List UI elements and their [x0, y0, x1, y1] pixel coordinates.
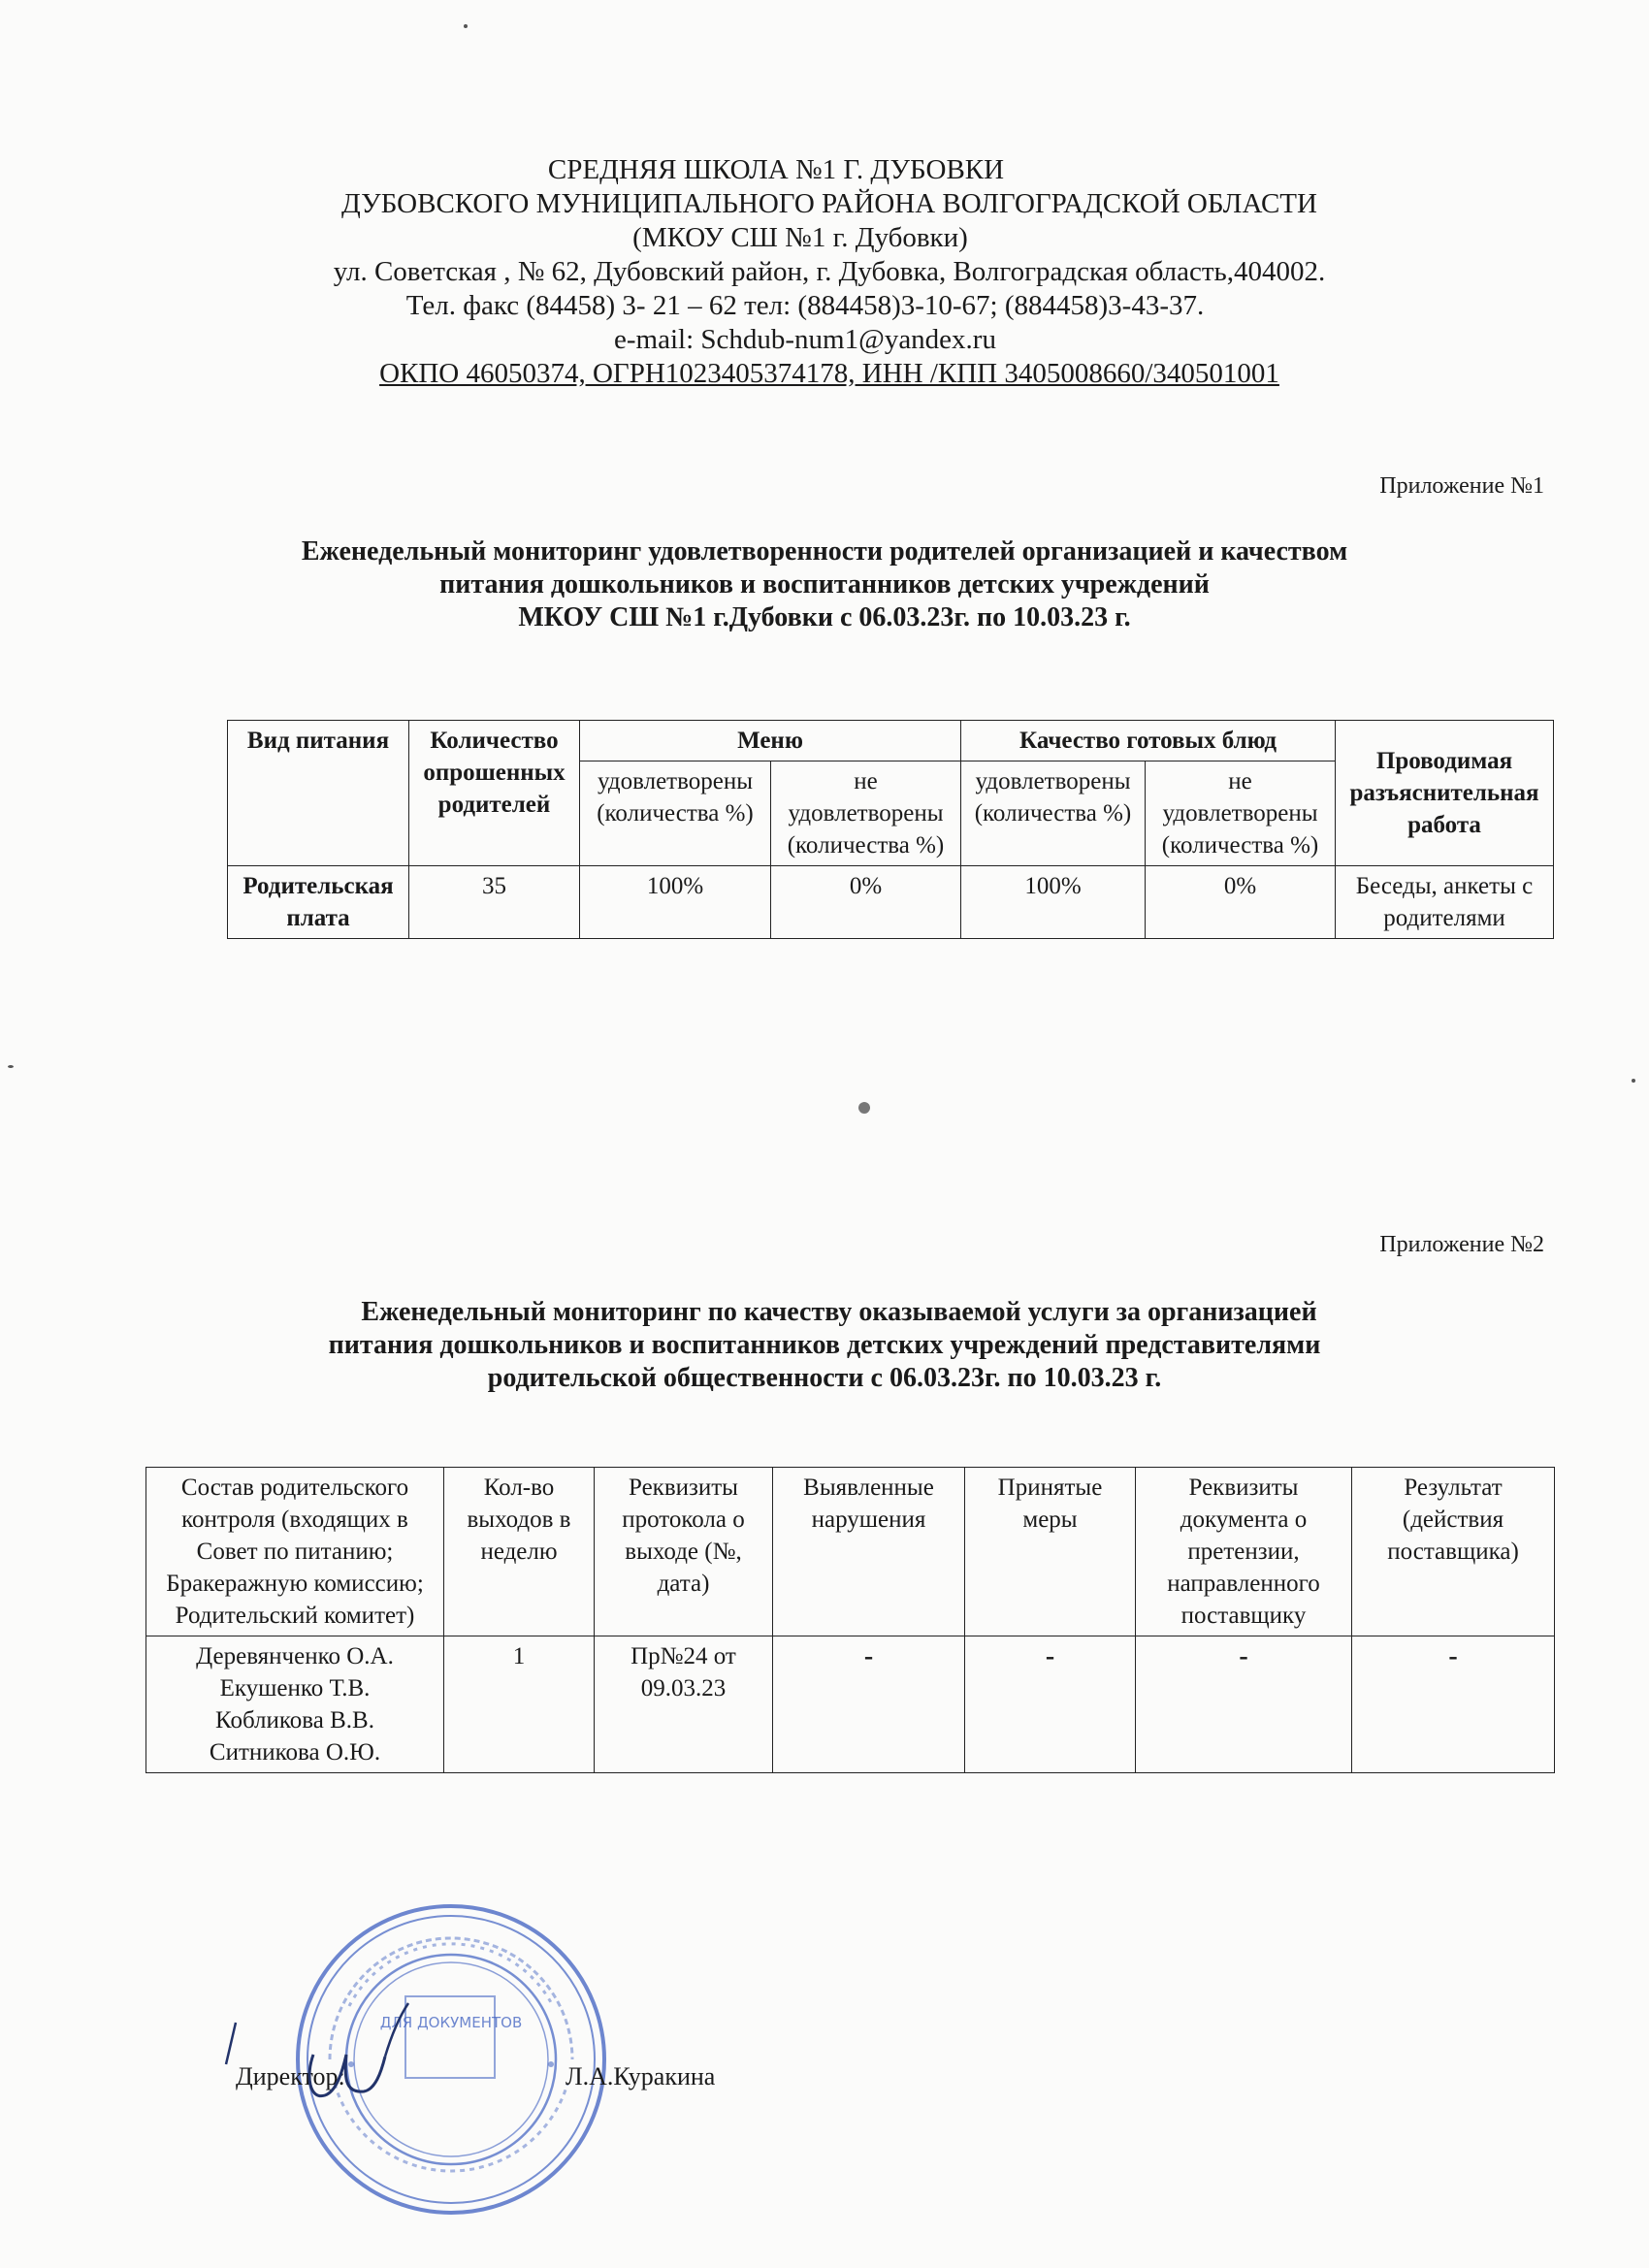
appendix2-title-line3: родительской общественности с 06.03.23г. по 10.03.23 г.	[487, 1363, 1162, 1393]
col-header-claim: Реквизиты документа о претензии, направленного поставщику	[1136, 1468, 1352, 1636]
col-header-quality: Качество готовых блюд	[961, 721, 1336, 761]
parent-control-table	[146, 1467, 1555, 1773]
col-header-measures: Принятые меры	[965, 1468, 1136, 1636]
member-name: Деревянченко О.А.	[196, 1643, 394, 1669]
handwritten-signature	[218, 1979, 412, 2124]
cell-visits: 1	[444, 1636, 595, 1773]
subheader-quality-unsatisfied: не удовлетворены (количества %)	[1146, 761, 1336, 866]
cell-count: 35	[409, 866, 580, 939]
cell-violations: -	[773, 1636, 965, 1773]
header-line-codes: ОКПО 46050374, ОГРН1023405374178, ИНН /КПП 3405008660/340501001	[379, 358, 1279, 389]
appendix2-title-line1: Еженедельный мониторинг по качеству оказываемой услуги за организацией	[361, 1297, 1317, 1327]
cell-measures: -	[965, 1636, 1136, 1773]
col-header-violations: Выявленные нарушения	[773, 1468, 965, 1636]
scan-speck	[858, 1102, 870, 1114]
header-line-district: ДУБОВСКОГО МУНИЦИПАЛЬНОГО РАЙОНА ВОЛГОГРАДСКОЙ ОБЛАСТИ	[341, 188, 1317, 219]
header-line-phones: Тел. факс (84458) 3- 21 – 62 тел: (884458)3-10-67; (884458)3-43-37.	[405, 290, 1205, 321]
col-header-count: Количество опрошенных родителей	[409, 721, 580, 866]
signature-role: Директор:	[236, 2062, 345, 2090]
cell-quality-unsatisfied: 0%	[1146, 866, 1336, 939]
appendix1-title	[0, 535, 1649, 634]
member-name: Екушенко Т.В.	[219, 1675, 371, 1701]
cell-claim: -	[1136, 1636, 1352, 1773]
appendix2-label: Приложение №2	[1379, 1232, 1544, 1257]
table-row	[146, 1636, 1555, 1773]
appendix1-title-line2: питания дошкольников и воспитанников детских учреждений	[439, 569, 1210, 599]
subheader-quality-satisfied: удовлетворены (количества %)	[961, 761, 1146, 866]
col-header-work: Проводимая разъяснительная работа	[1336, 721, 1554, 866]
signature-name: Л.А.Куракина	[566, 2062, 716, 2090]
col-header-result: Результат (действия поставщика)	[1352, 1468, 1555, 1636]
appendix2-title-line2: питания дошкольников и воспитанников детских учреждений представителями	[328, 1330, 1321, 1360]
appendix2-title	[0, 1296, 1649, 1395]
school-header	[0, 153, 1649, 391]
cell-result: -	[1352, 1636, 1555, 1773]
cell-menu-satisfied: 100%	[580, 866, 771, 939]
scan-speck	[464, 24, 468, 28]
cell-type: Родительская плата	[228, 866, 409, 939]
cell-protocol: Пр№24 от 09.03.23	[595, 1636, 773, 1773]
header-line-address: ул. Советская , № 62, Дубовский район, г. Дубовка, Волгоградская область,404002.	[333, 256, 1326, 287]
subheader-menu-satisfied: удовлетворены (количества %)	[580, 761, 771, 866]
satisfaction-table	[227, 720, 1554, 939]
col-header-type: Вид питания	[228, 721, 409, 866]
col-header-protocol: Реквизиты протокола о выходе (№, дата)	[595, 1468, 773, 1636]
stamp-center-text: ДЛЯ ДОКУМЕНТОВ	[379, 2014, 523, 2031]
col-header-composition: Состав родительского контроля (входящих в Совет по питанию; Бракеражную комиссию; Родительский комитет)	[146, 1468, 444, 1636]
cell-menu-unsatisfied: 0%	[771, 866, 961, 939]
appendix1-title-line3: МКОУ СШ №1 г.Дубовки с 06.03.23г. по 10.03.23 г.	[518, 602, 1131, 632]
subheader-menu-unsatisfied: не удовлетворены (количества %)	[771, 761, 961, 866]
cell-quality-satisfied: 100%	[961, 866, 1146, 939]
scan-speck	[8, 1065, 14, 1068]
cell-members	[146, 1636, 444, 1773]
member-name: Ситникова О.Ю.	[209, 1739, 381, 1766]
cell-work: Беседы, анкеты с родителями	[1336, 866, 1554, 939]
appendix1-label: Приложение №1	[1379, 473, 1544, 499]
appendix1-title-line1: Еженедельный мониторинг удовлетворенности родителей организацией и качеством	[301, 536, 1348, 567]
header-line-abbr: (МКОУ СШ №1 г. Дубовки)	[632, 222, 968, 253]
member-name: Кобликова В.В.	[215, 1707, 374, 1733]
col-header-menu: Меню	[580, 721, 961, 761]
scan-speck	[1632, 1079, 1635, 1083]
header-line-email: e-mail: Schdub-num1@yandex.ru	[614, 324, 996, 355]
header-line-school: СРЕДНЯЯ ШКОЛА №1 Г. ДУБОВКИ	[547, 154, 1005, 185]
col-header-visits: Кол-во выходов в неделю	[444, 1468, 595, 1636]
table-row	[228, 866, 1554, 939]
